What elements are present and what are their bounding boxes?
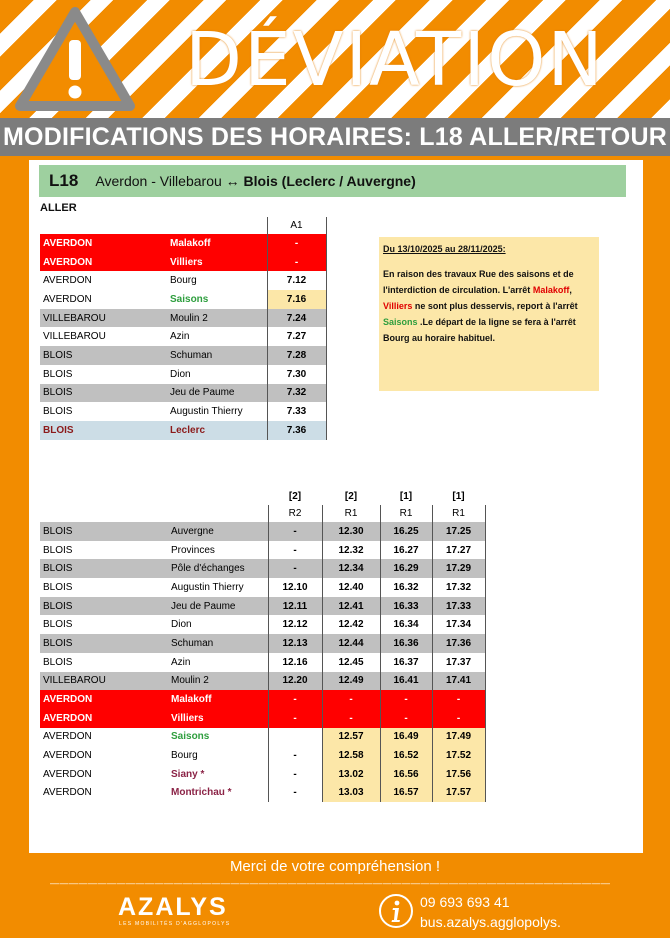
notice-stop-villiers: Villiers [383,301,413,311]
stop-cell: Villiers [168,709,268,728]
time-cell: - [432,709,485,728]
time-cell: 12.49 [322,672,380,691]
town-cell: AVERDON [43,768,92,780]
route-end: Blois (Leclerc / Auvergne) [243,173,416,189]
town-cell: AVERDON [40,709,168,728]
stop-cell: Auvergne [168,522,268,541]
stop-cell: Azin [168,653,268,672]
retour-row [40,615,485,634]
time-cell: 17.27 [432,541,485,560]
time-cell: 16.25 [380,522,432,541]
time-cell: 7.12 [267,271,326,290]
line-header [39,165,626,197]
stop-cell: Augustin Thierry [167,402,267,421]
time-cell: 12.44 [322,634,380,653]
town-cell: AVERDON [40,234,167,253]
time-cell: 12.34 [322,559,380,578]
aller-label: ALLER [40,202,77,214]
time-cell: - [268,522,322,541]
time-cell: 16.41 [380,672,432,691]
retour-row [40,541,485,560]
deviation-title: DÉVIATION [185,17,605,103]
stop-cell: Jeu de Paume [167,384,267,403]
time-cell: - [432,690,485,709]
town-cell: BLOIS [40,615,168,634]
town-cell: BLOIS [40,346,167,365]
town-cell: AVERDON [43,750,92,762]
stop-cell: Saisons [167,290,267,309]
time-cell: 17.25 [432,522,485,541]
retour-row [40,634,485,653]
time-cell: 12.13 [268,634,322,653]
course-header: R1 [432,505,485,522]
aller-row [40,365,326,384]
stop-cell: Pôle d'échanges [168,559,268,578]
town-cell: AVERDON [40,690,168,709]
town-cell: BLOIS [40,421,167,440]
course-note-header: [2] [268,488,322,505]
time-cell: - [268,541,322,560]
time-cell: 16.33 [380,597,432,616]
time-cell: - [268,559,322,578]
time-cell: 16.34 [380,615,432,634]
time-cell: 17.34 [432,615,485,634]
time-cell: 12.58 [322,746,380,765]
timetable-panel [29,160,643,853]
town-cell: BLOIS [40,653,168,672]
time-cell: - [322,709,380,728]
aller-row [40,290,326,309]
time-cell: 12.10 [268,578,322,597]
course-header: R2 [268,505,322,522]
retour-row [40,653,485,672]
course-note-header: [1] [432,488,485,505]
time-cell: 12.40 [322,578,380,597]
retour-row [40,784,485,803]
retour-row [40,578,485,597]
town-cell: BLOIS [40,597,168,616]
town-cell: BLOIS [40,365,167,384]
retour-row [40,522,485,541]
time-cell: 17.41 [432,672,485,691]
time-cell: 16.49 [380,728,432,747]
time-cell: 7.32 [267,384,326,403]
time-cell: - [268,690,322,709]
stop-cell: Bourg [168,746,268,765]
time-cell: 16.56 [380,765,432,784]
notice-stop-saisons: Saisons [383,317,418,327]
stop-cell: Dion [168,615,268,634]
route-start: Averdon - Villebarou ↔ [95,173,240,189]
time-cell: 17.33 [432,597,485,616]
stop-cell: Bourg [167,271,267,290]
town-cell: BLOIS [40,578,168,597]
town-cell: BLOIS [40,402,167,421]
time-cell: 17.37 [432,653,485,672]
town-cell: BLOIS [40,541,168,560]
time-cell: 7.36 [267,421,326,440]
warning-triangle-icon [14,6,136,112]
time-cell: - [380,690,432,709]
time-cell: 7.30 [267,365,326,384]
town-cell: AVERDON [43,293,92,305]
town-cell: AVERDON [43,787,92,799]
course-header: R1 [380,505,432,522]
stop-cell: Malakoff [168,690,268,709]
course-header: R1 [322,505,380,522]
stop-cell: Leclerc [167,421,267,440]
subtitle-bar: MODIFICATIONS DES HORAIRES: L18 ALLER/RETOUR [0,118,670,156]
time-cell: 12.42 [322,615,380,634]
time-cell: 7.33 [267,402,326,421]
time-cell: 17.36 [432,634,485,653]
retour-row [40,728,485,747]
time-cell: 17.57 [432,784,485,803]
town-cell: VILLEBAROU [40,327,167,346]
notice-stop-malakoff: Malakoff [532,285,570,295]
time-cell: - [268,746,322,765]
town-cell: BLOIS [40,522,168,541]
time-cell [268,728,322,747]
aller-row [40,309,326,328]
aller-row [40,384,326,403]
town-cell: BLOIS [40,559,168,578]
time-cell: 17.32 [432,578,485,597]
retour-row [40,672,485,691]
time-cell: 7.27 [267,327,326,346]
retour-row [40,559,485,578]
time-cell: 13.03 [322,784,380,803]
thanks-message: Merci de votre compréhension ! [229,858,441,875]
dashed-divider: ——————————————————————————————————————————————————————————— [50,878,611,888]
stop-cell: Schuman [167,346,267,365]
time-cell: 17.49 [432,728,485,747]
time-cell: - [268,765,322,784]
time-cell: - [380,709,432,728]
aller-row [40,402,326,421]
time-cell: 17.52 [432,746,485,765]
aller-row [40,253,326,272]
stop-cell: Schuman [168,634,268,653]
stop-cell: Dion [167,365,267,384]
notice-title: Du 13/10/2025 au 28/11/2025: [383,244,506,254]
stop-cell: Provinces [168,541,268,560]
time-cell: 12.45 [322,653,380,672]
time-cell: 13.02 [322,765,380,784]
retour-row [40,597,485,616]
aller-row [40,346,326,365]
town-cell: AVERDON [40,253,167,272]
stop-cell: Montrichau * [168,784,268,803]
info-icon [378,893,414,929]
course-note-header: [2] [322,488,380,505]
retour-table [40,488,486,802]
town-cell: BLOIS [40,634,168,653]
time-cell: - [268,709,322,728]
retour-row [40,690,485,709]
time-cell: 12.57 [322,728,380,747]
time-cell: 16.27 [380,541,432,560]
aller-course-header: A1 [267,217,326,234]
retour-row [40,746,485,765]
aller-row [40,234,326,253]
stop-cell: Malakoff [167,234,267,253]
phone-number[interactable]: 09 693 693 41 [420,894,510,910]
time-cell: 12.20 [268,672,322,691]
town-cell: VILLEBAROU [40,672,168,691]
retour-row [40,709,485,728]
aller-row [40,271,326,290]
time-cell: - [268,784,322,803]
stop-cell: Azin [167,327,267,346]
time-cell: 12.30 [322,522,380,541]
line-code: L18 [49,171,79,190]
retour-row [40,765,485,784]
time-cell: 17.29 [432,559,485,578]
time-cell: 7.28 [267,346,326,365]
stop-cell: Saisons [168,728,268,747]
course-note-header: [1] [380,488,432,505]
time-cell: 16.57 [380,784,432,803]
notice-box [379,237,599,391]
time-cell: 12.41 [322,597,380,616]
time-cell: 16.52 [380,746,432,765]
stop-cell: Siany * [168,765,268,784]
time-cell: 12.16 [268,653,322,672]
website-link[interactable]: bus.azalys.agglopolys. [420,914,561,930]
notice-body: En raison des travaux Rue des saisons et de l'interdiction de circulation. L'arrêt Malakoff, Villiers ne sont plus desservis, report à l'arrêt Saisons .Le départ de la ligne se fera à l'arrêt Bourg au horaire habituel. [383,269,578,343]
town-cell: VILLEBAROU [40,309,167,328]
time-cell: 16.37 [380,653,432,672]
town-cell: BLOIS [40,384,167,403]
time-cell: - [322,690,380,709]
stop-cell: Jeu de Paume [168,597,268,616]
time-cell: 7.16 [267,290,326,309]
stop-cell: Moulin 2 [168,672,268,691]
time-cell: 16.32 [380,578,432,597]
time-cell: - [267,234,326,253]
aller-row [40,327,326,346]
town-cell: AVERDON [40,271,167,290]
stop-cell: Moulin 2 [167,309,267,328]
time-cell: 17.56 [432,765,485,784]
azalys-logo-tagline: LES MOBILITÉS D'AGGLOPOLYS [119,921,231,927]
stop-cell: Villiers [167,253,267,272]
aller-row [40,421,326,440]
time-cell: 12.11 [268,597,322,616]
time-cell: - [267,253,326,272]
time-cell: 16.36 [380,634,432,653]
time-cell: 16.29 [380,559,432,578]
town-cell: AVERDON [43,731,92,743]
azalys-logo: AZALYS [118,893,228,921]
time-cell: 7.24 [267,309,326,328]
aller-table [40,217,327,440]
time-cell: 12.12 [268,615,322,634]
stop-cell: Augustin Thierry [168,578,268,597]
time-cell: 12.32 [322,541,380,560]
